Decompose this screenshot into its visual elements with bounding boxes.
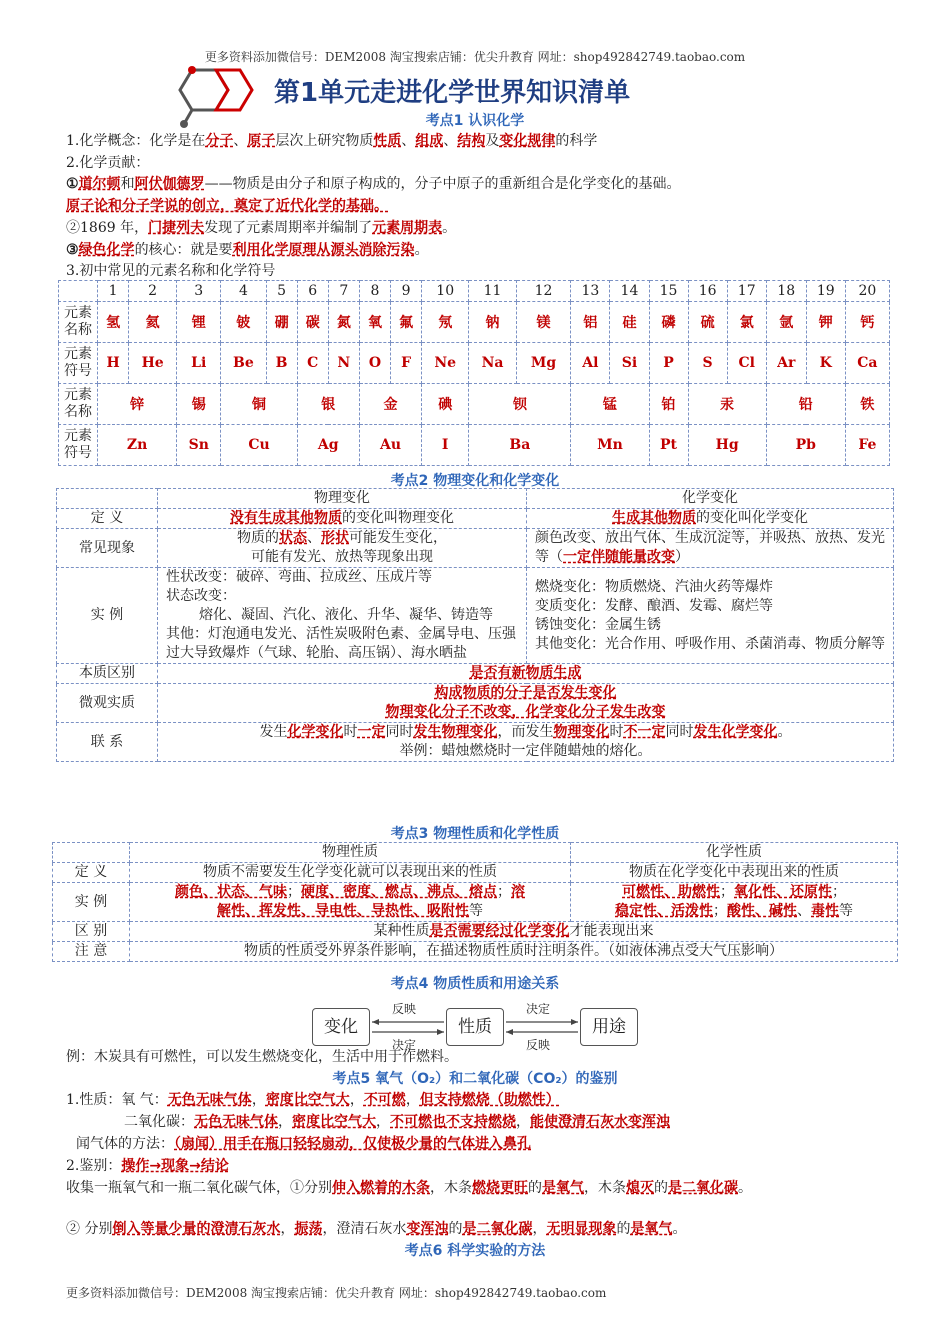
element-name-13: 铝 (571, 302, 610, 343)
oxygen-properties: 1.性质：氧 气：无色无味气体，密度比空气大，不可燃，但支持燃烧（助燃性） (66, 1092, 560, 1108)
col-chemical-change: 化学变化 (527, 489, 894, 509)
element-name-9: 氟 (391, 302, 422, 343)
contribution-3: ③绿色化学的核心：就是要利用化学原理从源头消除污染。 (66, 242, 429, 258)
blank-header-2 (53, 843, 130, 863)
identification-method-1: 收集一瓶氧气和一瓶二氧化碳气体，①分别伸入燃着的木条，木条燃烧更旺的是氧气，木条熄灭的是二氧化碳。 (66, 1180, 752, 1196)
chem-contribution-label: 2.化学贡献： (66, 155, 150, 171)
col-chemical-property: 化学性质 (571, 843, 898, 863)
atomic-number-6: 6 (297, 281, 328, 302)
sec3-heading: 考点3 物理性质和化学性质 (390, 826, 560, 842)
atomic-number-8: 8 (359, 281, 390, 302)
row-phenomena: 常见现象 (57, 529, 158, 568)
link-cell: 发生化学变化时一定同时发生物理变化，而发生物理变化时不一定同时发生化学变化。 举例：蜡烛燃烧时一定伴随蜡烛的熔化。 (158, 723, 894, 762)
element-symbol-14: Si (610, 343, 649, 384)
element-name-10: 氖 (422, 302, 469, 343)
element-symbol-10: Ne (422, 343, 469, 384)
prop-ex-chemical: 可燃性、助燃性；氧化性、还原性； 稳定性、活泼性；酸性、碱性、毒性等 (571, 883, 898, 922)
element-symbol-1: H (98, 343, 129, 384)
def-physical: 没有生成其他物质的变化叫物理变化 (158, 509, 527, 529)
atomic-number-15: 15 (649, 281, 688, 302)
col-physical-change: 物理变化 (158, 489, 527, 509)
prop-ex-physical: 颜色、状态、气味；硬度、密度、燃点、沸点、熔点；溶 解性、挥发性、导电性、导热性、吸附性等 (130, 883, 571, 922)
metal-symbol-12: Fe (845, 425, 889, 466)
element-name-16: 硫 (688, 302, 727, 343)
blank-header (57, 489, 158, 509)
atomic-number-9: 9 (391, 281, 422, 302)
co2-properties: 二氧化碳：无色无味气体，密度比空气大，不可燃也不支持燃烧，能使澄清石灰水变浑浊 (124, 1114, 670, 1130)
corner-cell (59, 281, 98, 302)
arrow1-bottom-label: 决定 (392, 1038, 417, 1052)
label-symbol-1: 元素符号 (59, 343, 98, 384)
atomic-number-5: 5 (266, 281, 297, 302)
property-table (52, 842, 898, 962)
phen-chemical: 颜色改变、放出气体、生成沉淀等，并吸热、放热、发光等（一定伴随能量改变） (527, 529, 894, 568)
col-physical-property: 物理性质 (130, 843, 571, 863)
relation-example: 例：木炭具有可燃性，可以发生燃烧变化，生活中用于作燃料。 (66, 1049, 458, 1065)
ex-chemical: 燃烧变化：物质燃烧、汽油火药等爆炸 变质变化：发酵、酿酒、发霉、腐烂等 锈蚀变化：金属生锈 其他变化：光合作用、呼吸作用、杀菌消毒、物质分解等 (527, 568, 894, 664)
sec5-heading: 考点5 氧气（O₂）和二氧化碳（CO₂）的鉴别 (332, 1071, 618, 1087)
atomic-number-20: 20 (845, 281, 889, 302)
box-change: 变化 (312, 1008, 370, 1046)
atomic-number-18: 18 (766, 281, 806, 302)
metal-symbol-10: Hg (688, 425, 766, 466)
element-name-3: 锂 (177, 302, 221, 343)
metal-name-8: 锰 (571, 384, 649, 425)
element-symbol-8: O (359, 343, 390, 384)
element-symbol-5: B (266, 343, 297, 384)
relation-diagram (312, 1000, 642, 1052)
element-symbol-17: Cl (727, 343, 766, 384)
atomic-number-16: 16 (688, 281, 727, 302)
metal-symbol-4: Ag (297, 425, 359, 466)
metal-symbol-2: Sn (177, 425, 221, 466)
atomic-number-7: 7 (328, 281, 359, 302)
sec2-heading: 考点2 物理变化和化学变化 (390, 473, 560, 489)
atomic-number-2: 2 (129, 281, 177, 302)
row-prop-note: 注 意 (53, 942, 130, 962)
metal-name-5: 金 (359, 384, 421, 425)
elements-intro: 3.初中常见的元素名称和化学符号 (66, 263, 276, 279)
row-prop-examples: 实 例 (53, 883, 130, 922)
box-use: 用途 (580, 1008, 638, 1046)
element-name-11: 钠 (469, 302, 516, 343)
element-symbol-2: He (129, 343, 177, 384)
row-micro: 微观实质 (57, 684, 158, 723)
element-name-4: 铍 (221, 302, 266, 343)
element-name-8: 氧 (359, 302, 390, 343)
prop-difference-cell: 某种性质是否需要经过化学变化才能表现出来 (130, 922, 898, 942)
metal-name-12: 铁 (845, 384, 889, 425)
element-symbol-4: Be (221, 343, 266, 384)
atomic-number-3: 3 (177, 281, 221, 302)
atomic-number-10: 10 (422, 281, 469, 302)
metal-symbol-5: Au (359, 425, 421, 466)
element-name-14: 硅 (610, 302, 649, 343)
metal-name-2: 锡 (177, 384, 221, 425)
element-symbol-15: P (649, 343, 688, 384)
row-definition: 定 义 (57, 509, 158, 529)
element-symbol-9: F (391, 343, 422, 384)
element-symbol-20: Ca (845, 343, 889, 384)
prop-def-physical: 物质不需要发生化学变化就可以表现出来的性质 (130, 863, 571, 883)
arrow2-top-label: 决定 (526, 1002, 551, 1016)
row-examples: 实 例 (57, 568, 158, 664)
metal-symbol-8: Mn (571, 425, 649, 466)
metal-name-9: 铂 (649, 384, 688, 425)
arrow1-top-label: 反映 (392, 1002, 417, 1016)
row-prop-difference: 区 别 (53, 922, 130, 942)
element-name-17: 氯 (727, 302, 766, 343)
element-name-20: 钙 (845, 302, 889, 343)
sec4-heading: 考点4 物质性质和用途关系 (390, 976, 560, 992)
essence-cell: 是否有新物质生成 (158, 664, 894, 684)
metal-symbol-1: Zn (98, 425, 177, 466)
contribution-2: ②1869 年，门捷列夫发现了元素周期率并编制了元素周期表。 (66, 220, 457, 236)
element-symbol-11: Na (469, 343, 516, 384)
prop-note-cell: 物质的性质受外界条件影响，在描述物质性质时注明条件。（如液体沸点受大气压影响） (130, 942, 898, 962)
metal-name-3: 铜 (221, 384, 297, 425)
identification-method-2: ② 分别倒入等量少量的澄清石灰水，振荡，澄清石灰水变浑浊的是二氧化碳，无明显现象的是氧气。 (66, 1221, 687, 1237)
contribution-1b: 原子论和分子学说的创立，奠定了近代化学的基础。 (66, 198, 388, 214)
header-text: 更多资料添加微信号：DEM2008 淘宝搜索店铺：优尖升教育 网址：shop492842749.taobao.com (204, 50, 746, 64)
element-name-15: 磷 (649, 302, 688, 343)
metal-symbol-9: Pt (649, 425, 688, 466)
atomic-number-1: 1 (98, 281, 129, 302)
metal-name-10: 汞 (688, 384, 766, 425)
element-name-7: 氮 (328, 302, 359, 343)
label-name-2: 元素名称 (59, 384, 98, 425)
atomic-number-17: 17 (727, 281, 766, 302)
atomic-number-14: 14 (610, 281, 649, 302)
atomic-number-19: 19 (806, 281, 845, 302)
chem-concept-line: 1.化学概念：化学是在分子、原子层次上研究物质性质、组成、结构及变化规律的科学 (66, 133, 598, 149)
element-name-18: 氩 (766, 302, 806, 343)
element-symbol-18: Ar (766, 343, 806, 384)
metal-symbol-6: I (422, 425, 469, 466)
element-symbol-7: N (328, 343, 359, 384)
element-name-12: 镁 (516, 302, 571, 343)
box-property: 性质 (446, 1008, 504, 1046)
element-symbol-16: S (688, 343, 727, 384)
metal-symbol-11: Pb (766, 425, 845, 466)
relation-arrows-icon (312, 1000, 642, 1052)
contribution-1: ①道尔顿和阿伏伽德罗——物质是由分子和原子构成的，分子中原子的重新组合是化学变化的基础。 (66, 176, 681, 192)
change-table (56, 488, 894, 762)
identification-label: 2.鉴别：操作→现象→结论 (66, 1158, 229, 1174)
micro-cell: 构成物质的分子是否发生变化 物理变化分子不改变，化学变化分子发生改变 (158, 684, 894, 723)
metal-name-4: 银 (297, 384, 359, 425)
row-essence: 本质区别 (57, 664, 158, 684)
metal-name-11: 铅 (766, 384, 845, 425)
element-symbol-19: K (806, 343, 845, 384)
footer-text: 更多资料添加微信号：DEM2008 淘宝搜索店铺：优尖升教育 网址：shop492842749.taobao.com (66, 1286, 607, 1300)
element-symbol-6: C (297, 343, 328, 384)
prop-def-chemical: 物质在化学变化中表现出来的性质 (571, 863, 898, 883)
metal-name-1: 锌 (98, 384, 177, 425)
element-name-5: 硼 (266, 302, 297, 343)
element-name-1: 氢 (98, 302, 129, 343)
element-symbol-13: Al (571, 343, 610, 384)
ex-physical: 性状改变：破碎、弯曲、拉成丝、压成片等 状态改变： 熔化、凝固、汽化、液化、升华、凝华、铸造等 其他：灯泡通电发光、活性炭吸附色素、金属导电、压强过大导致爆炸（气球、轮胎、高压锅）、海水晒盐 (158, 568, 527, 664)
metal-symbol-7: Ba (469, 425, 571, 466)
element-table (58, 280, 890, 466)
sec6-heading: 考点6 科学实验的方法 (404, 1243, 546, 1259)
element-name-2: 氦 (129, 302, 177, 343)
element-name-6: 碳 (297, 302, 328, 343)
label-symbol-2: 元素符号 (59, 425, 98, 466)
atomic-number-12: 12 (516, 281, 571, 302)
label-name-1: 元素名称 (59, 302, 98, 343)
atomic-number-4: 4 (221, 281, 266, 302)
phen-physical: 物质的状态、形状可能发生变化， 可能有发光、放热等现象出现 (158, 529, 527, 568)
metal-name-7: 钡 (469, 384, 571, 425)
element-symbol-3: Li (177, 343, 221, 384)
sec1-heading: 考点1 认识化学 (425, 113, 525, 129)
page-title: 第1单元走进化学世界知识清单 (274, 78, 631, 108)
row-link: 联 系 (57, 723, 158, 762)
atomic-number-11: 11 (469, 281, 516, 302)
smell-method: 闻气体的方法：（扇闻）用手在瓶口轻轻扇动，仅使极少量的气体进入鼻孔 (76, 1136, 531, 1152)
element-name-19: 钾 (806, 302, 845, 343)
metal-symbol-3: Cu (221, 425, 297, 466)
element-symbol-12: Mg (516, 343, 571, 384)
metal-name-6: 碘 (422, 384, 469, 425)
atomic-number-13: 13 (571, 281, 610, 302)
def-chemical: 生成其他物质的变化叫化学变化 (527, 509, 894, 529)
arrow2-bottom-label: 反映 (526, 1038, 551, 1052)
row-prop-definition: 定 义 (53, 863, 130, 883)
